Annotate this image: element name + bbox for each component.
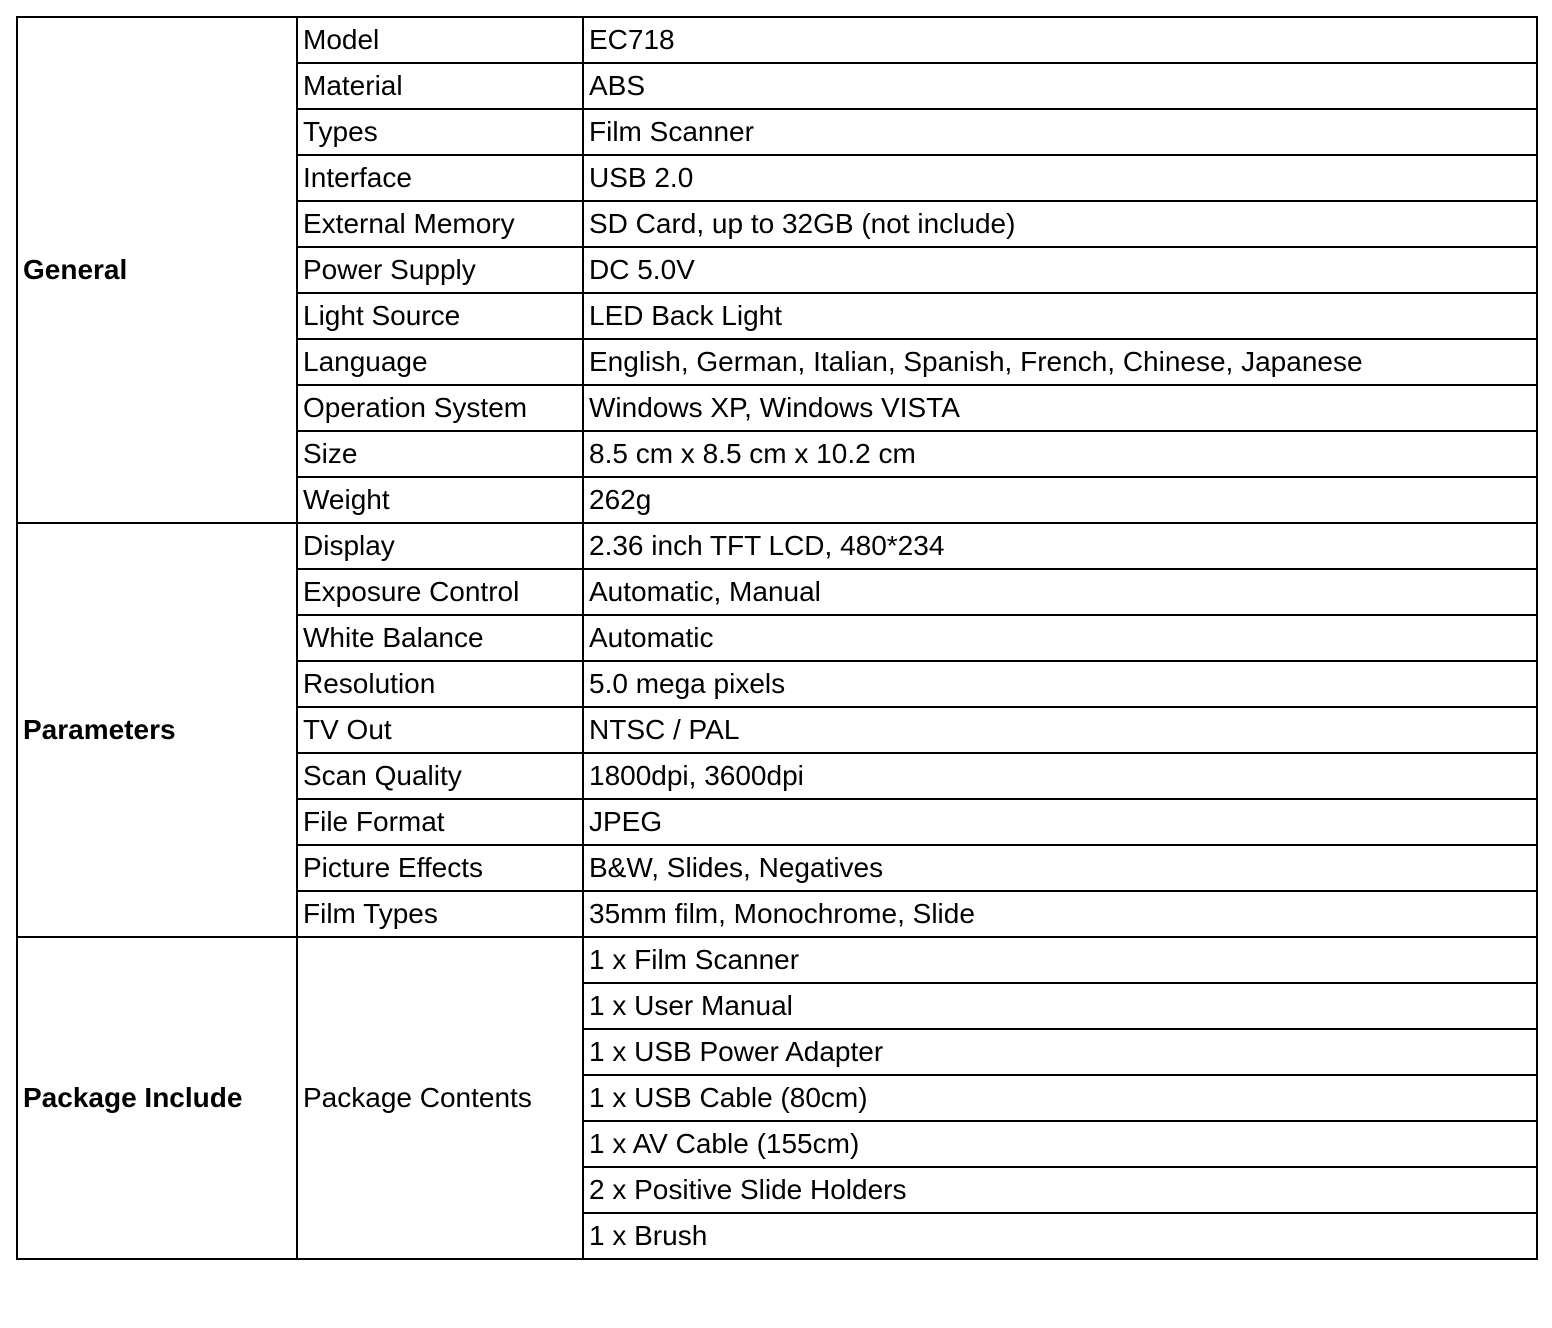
package-item: 1 x USB Power Adapter (583, 1029, 1537, 1075)
spec-label: External Memory (297, 201, 583, 247)
spec-value: NTSC / PAL (583, 707, 1537, 753)
spec-value: 8.5 cm x 8.5 cm x 10.2 cm (583, 431, 1537, 477)
spec-label: Exposure Control (297, 569, 583, 615)
package-item: 1 x USB Cable (80cm) (583, 1075, 1537, 1121)
package-item: 2 x Positive Slide Holders (583, 1167, 1537, 1213)
spec-label: TV Out (297, 707, 583, 753)
spec-label: Material (297, 63, 583, 109)
package-item: 1 x Brush (583, 1213, 1537, 1259)
spec-label: Package Contents (297, 937, 583, 1259)
spec-value: 1800dpi, 3600dpi (583, 753, 1537, 799)
spec-label: Resolution (297, 661, 583, 707)
spec-value: USB 2.0 (583, 155, 1537, 201)
package-item: 1 x Film Scanner (583, 937, 1537, 983)
spec-value: Automatic (583, 615, 1537, 661)
spec-value: EC718 (583, 17, 1537, 63)
group-package-include: Package Include (17, 937, 297, 1259)
spec-value: SD Card, up to 32GB (not include) (583, 201, 1537, 247)
spec-label: Types (297, 109, 583, 155)
spec-label: Model (297, 17, 583, 63)
spec-label: White Balance (297, 615, 583, 661)
spec-label: Display (297, 523, 583, 569)
spec-value: 5.0 mega pixels (583, 661, 1537, 707)
group-general: General (17, 17, 297, 523)
spec-value: DC 5.0V (583, 247, 1537, 293)
spec-label: Picture Effects (297, 845, 583, 891)
spec-value: 2.36 inch TFT LCD, 480*234 (583, 523, 1537, 569)
spec-label: Film Types (297, 891, 583, 937)
spec-label: Interface (297, 155, 583, 201)
spec-value: JPEG (583, 799, 1537, 845)
spec-value: 262g (583, 477, 1537, 523)
spec-label: Scan Quality (297, 753, 583, 799)
spec-label: Power Supply (297, 247, 583, 293)
spec-label: Language (297, 339, 583, 385)
spec-value: English, German, Italian, Spanish, French, Chinese, Japanese (583, 339, 1537, 385)
package-item: 1 x AV Cable (155cm) (583, 1121, 1537, 1167)
spec-table (16, 16, 1538, 1260)
spec-label: Operation System (297, 385, 583, 431)
spec-label: Size (297, 431, 583, 477)
spec-label: File Format (297, 799, 583, 845)
spec-value: ABS (583, 63, 1537, 109)
spec-value: Windows XP, Windows VISTA (583, 385, 1537, 431)
table-row (17, 937, 1537, 983)
table-row (17, 17, 1537, 63)
spec-label: Light Source (297, 293, 583, 339)
spec-value: Film Scanner (583, 109, 1537, 155)
spec-value: B&W, Slides, Negatives (583, 845, 1537, 891)
spec-value: Automatic, Manual (583, 569, 1537, 615)
spec-value: LED Back Light (583, 293, 1537, 339)
package-item: 1 x User Manual (583, 983, 1537, 1029)
table-row (17, 523, 1537, 569)
spec-label: Weight (297, 477, 583, 523)
spec-value: 35mm film, Monochrome, Slide (583, 891, 1537, 937)
group-parameters: Parameters (17, 523, 297, 937)
